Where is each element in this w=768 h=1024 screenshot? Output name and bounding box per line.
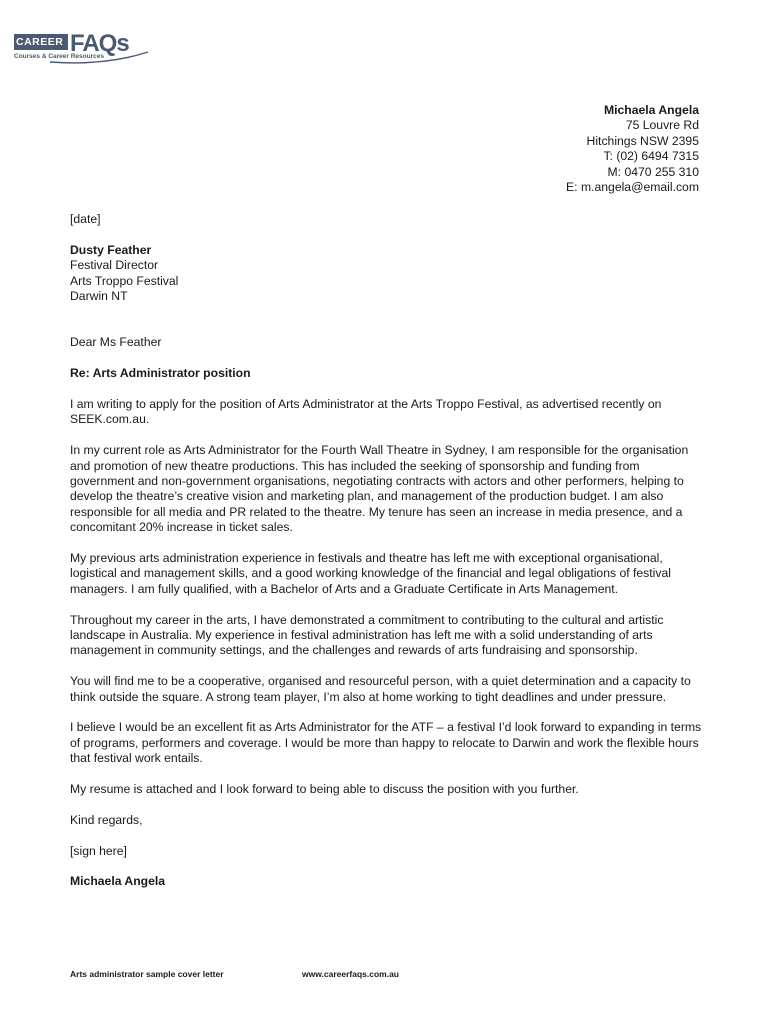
sender-name: Michaela Angela bbox=[603, 103, 699, 117]
paragraph: My previous arts administration experience in festivals and theatre has left me with exceptional organisational, logistical and management skills, and a good working knowledge of the financial and legal obligations of festival managers. I am fully qualified, with a Bachelor of Arts and a Graduate Certificate in Arts Management. bbox=[70, 551, 671, 596]
paragraph: My resume is attached and I look forward to being able to discuss the position with you further. bbox=[70, 782, 579, 797]
logo-tagline: Courses & Career Resources bbox=[14, 53, 104, 60]
logo-faqs-text: FAQs bbox=[70, 30, 129, 57]
paragraph: You will find me to be a cooperative, organised and resourceful person, with a quiet determination and a capacity to think outside the square. A strong team player, I’m also at home working to tight deadlines and under pressure. bbox=[70, 674, 691, 704]
subject-line: Re: Arts Administrator position bbox=[70, 366, 251, 381]
footer-title: Arts administrator sample cover letter bbox=[70, 969, 224, 979]
sender-phone: T: (02) 6494 7315 bbox=[603, 149, 699, 164]
recipient-location: Darwin NT bbox=[70, 289, 128, 304]
recipient-block bbox=[70, 243, 706, 305]
recipient-organisation: Arts Troppo Festival bbox=[70, 273, 179, 288]
letter-date: [date] bbox=[70, 212, 101, 226]
closing: Kind regards, bbox=[70, 812, 143, 827]
careerfaqs-logo bbox=[14, 30, 154, 70]
footer-website: www.careerfaqs.com.au bbox=[302, 969, 400, 979]
paragraph: In my current role as Arts Administrator for the Fourth Wall Theatre in Sydney, I am responsible for the organisation and promotion of new theatre productions. This has included the seeking of sponsorship and funding from government and non-government organisations, negotiating contracts with actors and other performers, helping to develop the theatre’s creative vision and marketing plan, and management of the production budget. I am also responsible for all media and PR related to the theatre. My tenure has seen an increase in media presence, and a concomitant 20% increase in ticket sales. bbox=[70, 443, 689, 535]
sender-address-line2: Hitchings NSW 2395 bbox=[586, 133, 699, 148]
letter-body bbox=[70, 212, 706, 905]
sender-block bbox=[566, 103, 699, 195]
recipient-name: Dusty Feather bbox=[70, 242, 152, 257]
signature-placeholder: [sign here] bbox=[70, 843, 127, 858]
recipient-title: Festival Director bbox=[70, 258, 159, 273]
salutation: Dear Ms Feather bbox=[70, 335, 162, 350]
sender-address-line1: 75 Louvre Rd bbox=[625, 118, 699, 133]
paragraph: I believe I would be an excellent fit as Arts Administrator for the ATF – a festival I’d look forward to expanding in terms of programs, performers and coverage. I would be more than happy to relocate to Darwin and work the flexible hours that festival work entails. bbox=[70, 720, 702, 766]
signoff-name: Michaela Angela bbox=[70, 874, 166, 889]
paragraph: Throughout my career in the arts, I have demonstrated a commitment to contributing to the cultural and artistic landscape in Australia. My experience in festival administration has left me with a solid understanding of arts management in community settings, and the challenges and rewards of arts fundraising and sponsorship. bbox=[70, 612, 664, 658]
paragraph: I am writing to apply for the position of Arts Administrator at the Arts Troppo Festival, as advertised recently on SEEK.com.au. bbox=[70, 397, 662, 427]
logo-career-box: CAREER bbox=[14, 34, 68, 50]
sender-email: E: m.angela@email.com bbox=[566, 180, 699, 195]
sender-mobile: M: 0470 255 310 bbox=[607, 164, 699, 179]
